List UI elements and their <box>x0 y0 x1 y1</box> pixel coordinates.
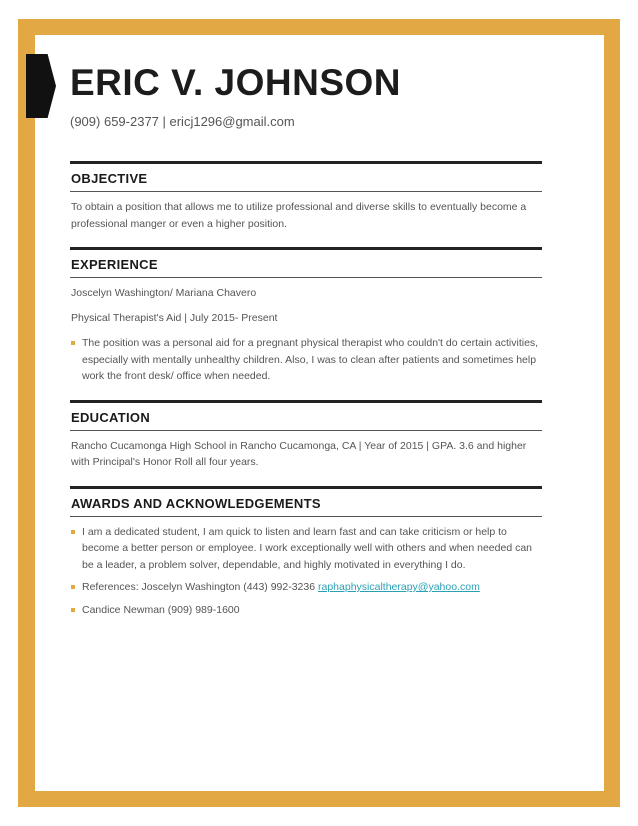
education-text: Rancho Cucamonga High School in Rancho Cucamonga, CA | Year of 2015 | GPA. 3.6 and higher with Principal's Honor Roll all four years. <box>71 439 527 468</box>
bullet-square-icon <box>71 608 75 612</box>
objective-heading: OBJECTIVE <box>71 171 148 186</box>
experience-section <box>70 247 542 385</box>
awards-bullets <box>70 524 542 619</box>
section-rule-thin <box>70 430 542 431</box>
list-item <box>70 524 542 574</box>
section-rule-thin <box>70 516 542 517</box>
list-item <box>70 602 542 619</box>
bullet-square-icon <box>71 341 75 345</box>
awards-heading: AWARDS AND ACKNOWLEDGEMENTS <box>71 495 321 511</box>
awards-section <box>70 486 542 619</box>
objective-text: To obtain a position that allows me to utilize professional and diverse skills to eventually become a professional manger or even a higher position. <box>71 201 527 230</box>
candidate-name: ERIC V. JOHNSON <box>70 62 401 103</box>
education-heading: EDUCATION <box>71 409 151 425</box>
education-section <box>70 400 542 471</box>
awards-bullet-text: I am a dedicated student, I am quick to listen and learn fast and can take criticism or help to become a better person or employee. I work exceptionally well with others and when needed can be a leader, a problem solver, dependable, and highly motivated in everything I do. <box>82 525 533 571</box>
experience-heading: EXPERIENCE <box>71 257 158 272</box>
list-item <box>70 579 542 596</box>
section-rule-thin <box>70 277 542 278</box>
list-item <box>70 335 542 385</box>
reference-email-link[interactable]: raphaphysicaltherapy@yahoo.com <box>318 581 480 593</box>
section-rule-thin <box>70 191 542 192</box>
experience-bullet-text: The position was a personal aid for a pregnant physical therapist who couldn't do certain activities, especially with mentally unhealthy children. Also, I was to clean after patients and sometimes help work the front desk/ office when needed. <box>82 337 539 382</box>
resume-content <box>70 60 542 618</box>
experience-role: Physical Therapist's Aid | July 2015- Present <box>71 311 278 324</box>
bullet-square-icon <box>71 585 75 589</box>
bullet-square-icon <box>71 530 75 534</box>
objective-section <box>70 161 542 232</box>
references-text: References: Joscelyn Washington (443) 992-3236 <box>82 581 318 593</box>
experience-employer: Joscelyn Washington/ Mariana Chavero <box>71 287 257 299</box>
reference-contact-text: Candice Newman (909) 989-1600 <box>82 603 240 616</box>
contact-info: (909) 659-2377 | ericj1296@gmail.com <box>70 114 295 129</box>
experience-bullets <box>70 335 542 385</box>
